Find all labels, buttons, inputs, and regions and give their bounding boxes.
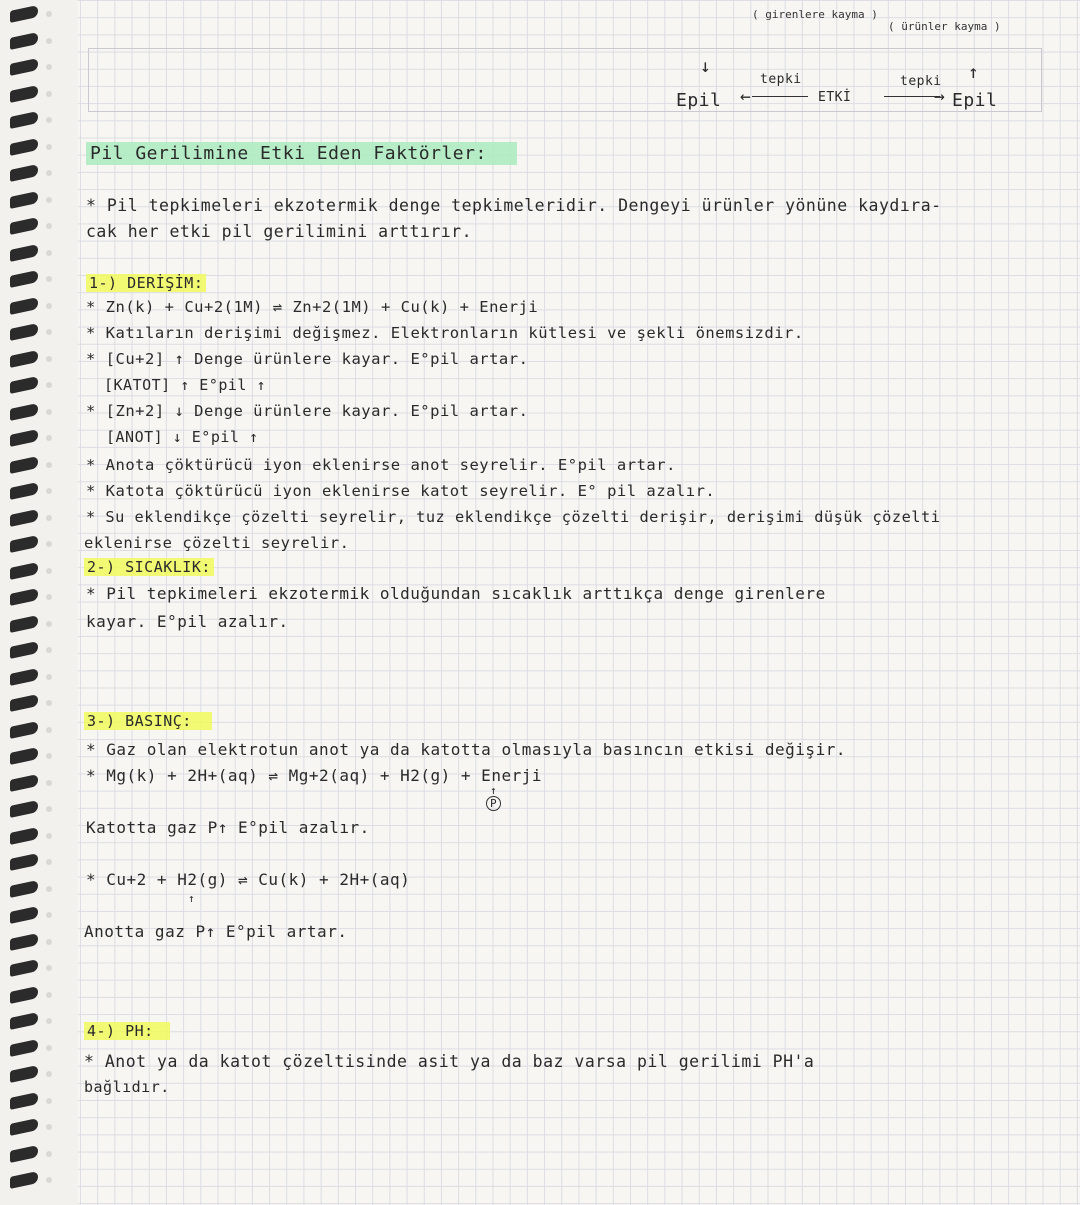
section-2-heading: 2-) SICAKLIK: (84, 558, 214, 576)
section-3-line-1: * Gaz olan elektrotun anot ya da katotta olmasıyla basıncın etkisi değişir. (86, 740, 846, 759)
punch-hole (46, 674, 52, 680)
punch-hole (46, 276, 52, 282)
punch-hole (46, 727, 52, 733)
spiral-coil (10, 535, 38, 553)
spiral-coil (10, 164, 38, 182)
spiral-coil (10, 694, 38, 712)
section-1-line-1: * Zn(k) + Cu+2(1M) ⇌ Zn+2(1M) + Cu(k) + Enerji (86, 298, 539, 316)
section-1-line-4: [KATOT] ↑ E°pil ↑ (104, 376, 267, 394)
spiral-coil (10, 588, 38, 606)
spiral-coil (10, 323, 38, 341)
spiral-coil (10, 1092, 38, 1110)
section-4-heading: 4-) PH: (84, 1022, 170, 1040)
page-title: Pil Gerilimine Etki Eden Faktörler: (86, 142, 517, 165)
punch-hole (46, 144, 52, 150)
punch-hole (46, 488, 52, 494)
section-1-line-9: * Su eklendikçe çözelti seyrelir, tuz eklendikçe çözelti derişir, derişimi düşük çözelti (86, 508, 941, 526)
section-1-line-2: * Katıların derişimi değişmez. Elektronların kütlesi ve şekli önemsizdir. (86, 324, 804, 342)
spiral-coil (10, 482, 38, 500)
punch-hole (46, 753, 52, 759)
header-right-arrow-line (884, 96, 940, 97)
spiral-coil (10, 1039, 38, 1057)
spiral-coil (10, 509, 38, 527)
punch-hole (46, 250, 52, 256)
section-4-line-1: * Anot ya da katot çözeltisinde asit ya da baz varsa pil gerilimi PH'a (84, 1052, 815, 1071)
punch-hole (46, 859, 52, 865)
punch-hole (46, 1071, 52, 1077)
header-left-epil: Epil (676, 90, 722, 111)
punch-hole (46, 11, 52, 17)
punch-hole (46, 647, 52, 653)
header-left-arrow: ← (740, 86, 752, 107)
section-2-line-1: * Pil tepkimeleri ekzotermik olduğundan sıcaklık arttıkça denge girenlere (86, 584, 826, 603)
section-3-p-mark: P (486, 796, 501, 811)
spiral-coil (10, 5, 38, 23)
header-down-arrow: ↓ (700, 56, 712, 77)
spiral-coil (10, 562, 38, 580)
punch-hole (46, 462, 52, 468)
header-up-arrow: ↑ (968, 62, 980, 83)
punch-hole (46, 91, 52, 97)
section-3-heading: 3-) BASINÇ: (84, 712, 212, 730)
punch-hole (46, 912, 52, 918)
spiral-coil (10, 350, 38, 368)
spiral-coil (10, 933, 38, 951)
punch-hole (46, 833, 52, 839)
punch-hole (46, 409, 52, 415)
section-3-line-4: * Cu+2 + H2(g) ⇌ Cu(k) + 2H+(aq) (86, 870, 411, 889)
section-3-line-5: Anotta gaz P↑ E°pil artar. (84, 922, 348, 941)
spiral-coil (10, 32, 38, 50)
punch-hole (46, 806, 52, 812)
punch-hole (46, 886, 52, 892)
section-2-line-2: kayar. E°pil azalır. (86, 612, 289, 631)
spiral-coil (10, 1118, 38, 1136)
spiral-coil (10, 85, 38, 103)
spiral-coil (10, 986, 38, 1004)
punch-hole (46, 170, 52, 176)
punch-hole (46, 1018, 52, 1024)
section-4-line-2: bağlıdır. (84, 1078, 170, 1096)
section-1-line-8: * Katota çöktürücü iyon eklenirse katot seyrelir. E° pil azalır. (86, 482, 716, 500)
punch-hole (46, 1124, 52, 1130)
header-left-note: ( girenlere kayma ) (752, 8, 878, 21)
spiral-coil (10, 747, 38, 765)
punch-hole (46, 965, 52, 971)
spiral-coil (10, 456, 38, 474)
punch-hole (46, 329, 52, 335)
spiral-coil (10, 959, 38, 977)
spiral-coil (10, 880, 38, 898)
spiral-coil (10, 1012, 38, 1030)
intro-line-1: * Pil tepkimeleri ekzotermik denge tepkimeleridir. Dengeyi ürünler yönüne kaydıra- (86, 196, 942, 215)
spiral-coil (10, 906, 38, 924)
punch-hole (46, 1151, 52, 1157)
spiral-coil (10, 111, 38, 129)
punch-hole (46, 38, 52, 44)
spiral-coil (10, 138, 38, 156)
spiral-coil (10, 800, 38, 818)
punch-hole (46, 541, 52, 547)
punch-hole (46, 594, 52, 600)
punch-hole (46, 303, 52, 309)
punch-hole (46, 435, 52, 441)
spiral-coil (10, 244, 38, 262)
header-right-epil: Epil (952, 90, 998, 111)
header-center: ETKİ (818, 90, 852, 105)
header-right-note: ( ürünler kayma ) (888, 20, 1001, 33)
section-1-line-10: eklenirse çözelti seyrelir. (84, 534, 350, 552)
spiral-coil (10, 1171, 38, 1189)
header-right-arrow: → (934, 86, 946, 107)
spiral-coil (10, 429, 38, 447)
spiral-coil (10, 217, 38, 235)
punch-hole (46, 780, 52, 786)
spiral-coil (10, 668, 38, 686)
punch-hole (46, 117, 52, 123)
punch-hole (46, 992, 52, 998)
spiral-coil (10, 774, 38, 792)
spiral-coil (10, 641, 38, 659)
header-left-tepki: tepki (760, 72, 802, 87)
punch-hole (46, 1045, 52, 1051)
section-1-line-7: * Anota çöktürücü iyon eklenirse anot seyrelir. E°pil artar. (86, 456, 676, 474)
header-right-tepki: tepki (900, 74, 942, 89)
spiral-coil (10, 403, 38, 421)
section-1-line-6: [ANOT] ↓ E°pil ↑ (106, 428, 259, 446)
spiral-coil (10, 1065, 38, 1083)
section-3-line-2: * Mg(k) + 2H+(aq) ⇌ Mg+2(aq) + H2(g) + Enerji (86, 766, 542, 785)
punch-hole (46, 64, 52, 70)
section-1-line-3: * [Cu+2] ↑ Denge ürünlere kayar. E°pil artar. (86, 350, 529, 368)
spiral-coil (10, 58, 38, 76)
spiral-coil (10, 721, 38, 739)
punch-hole (46, 356, 52, 362)
header-box (88, 48, 1042, 112)
header-left-arrow-line (752, 96, 808, 97)
spiral-coil (10, 297, 38, 315)
punch-hole (46, 223, 52, 229)
spiral-coil (10, 615, 38, 633)
spiral-coil (10, 191, 38, 209)
punch-hole (46, 1098, 52, 1104)
punch-hole (46, 939, 52, 945)
intro-line-2: cak her etki pil gerilimini arttırır. (86, 222, 473, 241)
spiral-coil (10, 827, 38, 845)
spiral-coil (10, 270, 38, 288)
section-3-line-3: Katotta gaz P↑ E°pil azalır. (86, 818, 370, 837)
section-3-up-mark: ↑ (490, 784, 498, 797)
punch-hole (46, 568, 52, 574)
section-3-up-mark-2: ↑ (188, 892, 196, 905)
spiral-coil (10, 1145, 38, 1163)
section-1-line-5: * [Zn+2] ↓ Denge ürünlere kayar. E°pil artar. (86, 402, 529, 420)
section-1-heading: 1-) DERİŞİM: (86, 274, 206, 292)
spiral-coil (10, 376, 38, 394)
punch-hole (46, 1177, 52, 1183)
punch-hole (46, 382, 52, 388)
spiral-margin (0, 0, 78, 1205)
punch-hole (46, 197, 52, 203)
punch-hole (46, 621, 52, 627)
punch-hole (46, 700, 52, 706)
punch-hole (46, 515, 52, 521)
spiral-coil (10, 853, 38, 871)
